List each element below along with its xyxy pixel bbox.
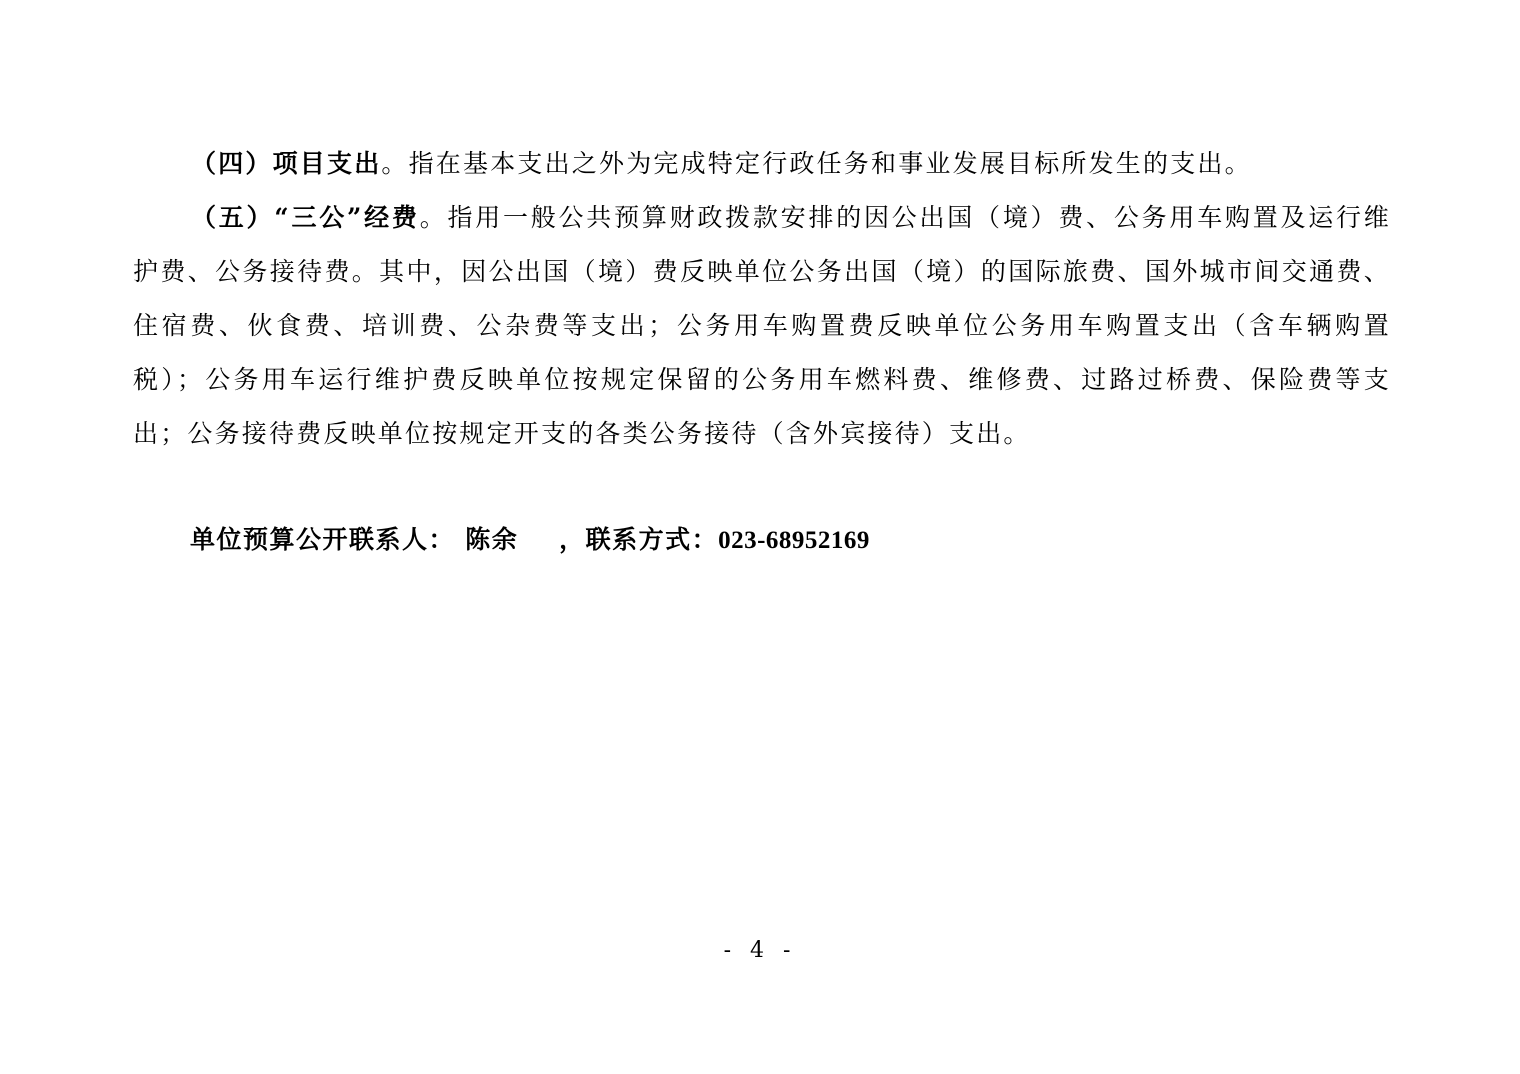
contact-name: 陈余: [465, 525, 519, 554]
document-body: [133, 137, 1391, 461]
paragraph-three-public-expenses: [133, 191, 1391, 461]
page-number: - 4 -: [723, 938, 797, 963]
section-text-three-public-expenses: 。指用一般公共预算财政拨款安排的因公出国（境）费、公务用车购置及运行维护费、公务接待费。其中，因公出国（境）费反映单位公务出国（境）的国际旅费、国外城市间交通费、住宿费、伙食费、培训费、公杂费等支出；公务用车购置费反映单位公务用车购置支出（含车辆购置税）；公务用车运行维护费反映单位按规定保留的公务用车燃料费、维修费、过路过桥费、保险费等支出；公务接待费反映单位按规定开支的各类公务接待（含外宾接待）支出。: [133, 203, 1392, 448]
section-heading-project-expenditure: （四）项目支出: [191, 149, 382, 178]
paragraph-project-expenditure: [133, 137, 1391, 191]
section-text-project-expenditure: 。指在基本支出之外为完成特定行政任务和事业发展目标所发生的支出。: [381, 149, 1252, 178]
contact-line: [190, 520, 870, 561]
section-heading-three-public-expenses: （五）“三公”经费: [191, 203, 420, 232]
contact-label: 单位预算公开联系人：: [190, 525, 456, 554]
contact-phone: 023-68952169: [718, 527, 870, 554]
contact-method-label: ，联系方式：: [559, 525, 719, 554]
